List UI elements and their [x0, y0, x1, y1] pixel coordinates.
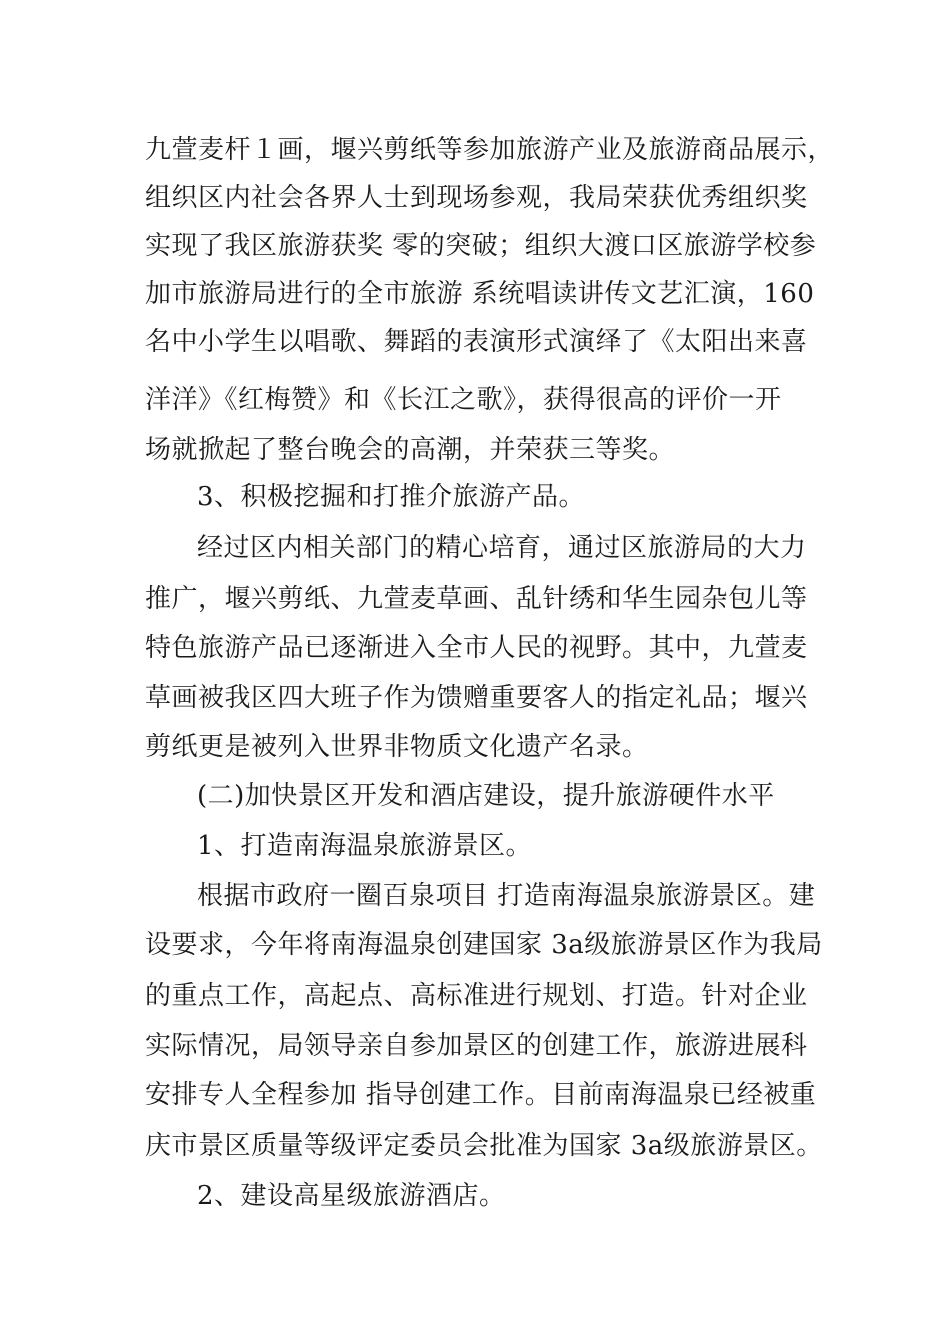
- text-line: 的重点工作，高起点、高标准进行规划、打造。针对企业: [145, 981, 808, 1011]
- text-line: 剪纸更是被列入世界非物质文化遗产名录。: [145, 732, 649, 762]
- text-line: 名中小学生以唱歌、舞蹈的表演形式演绎了《太阳出来喜: [145, 327, 808, 357]
- section-heading: 3、积极挖掘和打推介旅游产品。: [197, 482, 586, 512]
- section-heading: 2、建设高星级旅游酒店。: [197, 1181, 506, 1211]
- text-line: 组织区内社会各界人士到现场参观，我局荣获优秀组织奖: [145, 183, 808, 213]
- text-line: 加市旅游局进行的全市旅游 系统唱读讲传文艺汇演，160: [145, 279, 815, 309]
- text-line: 推广，堰兴剪纸、九萱麦草画、乱针绣和华生园杂包儿等: [145, 584, 808, 614]
- text-line: 特色旅游产品已逐渐进入全市人民的视野。其中，九萱麦: [145, 633, 808, 663]
- text-line: 实际情况，局领导亲自参加景区的创建工作，旅游进展科: [145, 1031, 808, 1061]
- text-line: 九萱麦杆１画，堰兴剪纸等参加旅游产业及旅游商品展示，: [145, 135, 835, 165]
- text-line: 洋洋》《红梅赞》和《长江之歌》，获得很高的评价一开: [145, 385, 782, 415]
- text-line: 实现了我区旅游获奖 零的突破；组织大渡口区旅游学校参: [145, 231, 817, 261]
- text-line: 安排专人全程参加 指导创建工作。目前南海温泉已经被重: [145, 1080, 817, 1110]
- text-line: 场就掀起了整台晚会的高潮，并荣获三等奖。: [145, 435, 676, 465]
- section-heading: 1、打造南海温泉旅游景区。: [197, 831, 533, 861]
- text-line: 庆市景区质量等级评定委员会批准为国家 3a级旅游景区。: [145, 1131, 823, 1161]
- section-heading: (二)加快景区开发和酒店建设，提升旅游硬件水平: [197, 781, 775, 811]
- text-line: 经过区内相关部门的精心培育，通过区旅游局的大力: [197, 533, 807, 563]
- text-line: 设要求，今年将南海温泉创建国家 3a级旅游景区作为我局: [145, 930, 823, 960]
- text-line: 草画被我区四大班子作为馈赠重要客人的指定礼品；堰兴: [145, 683, 808, 713]
- text-line: 根据市政府一圈百泉项目 打造南海温泉旅游景区。建: [197, 881, 816, 911]
